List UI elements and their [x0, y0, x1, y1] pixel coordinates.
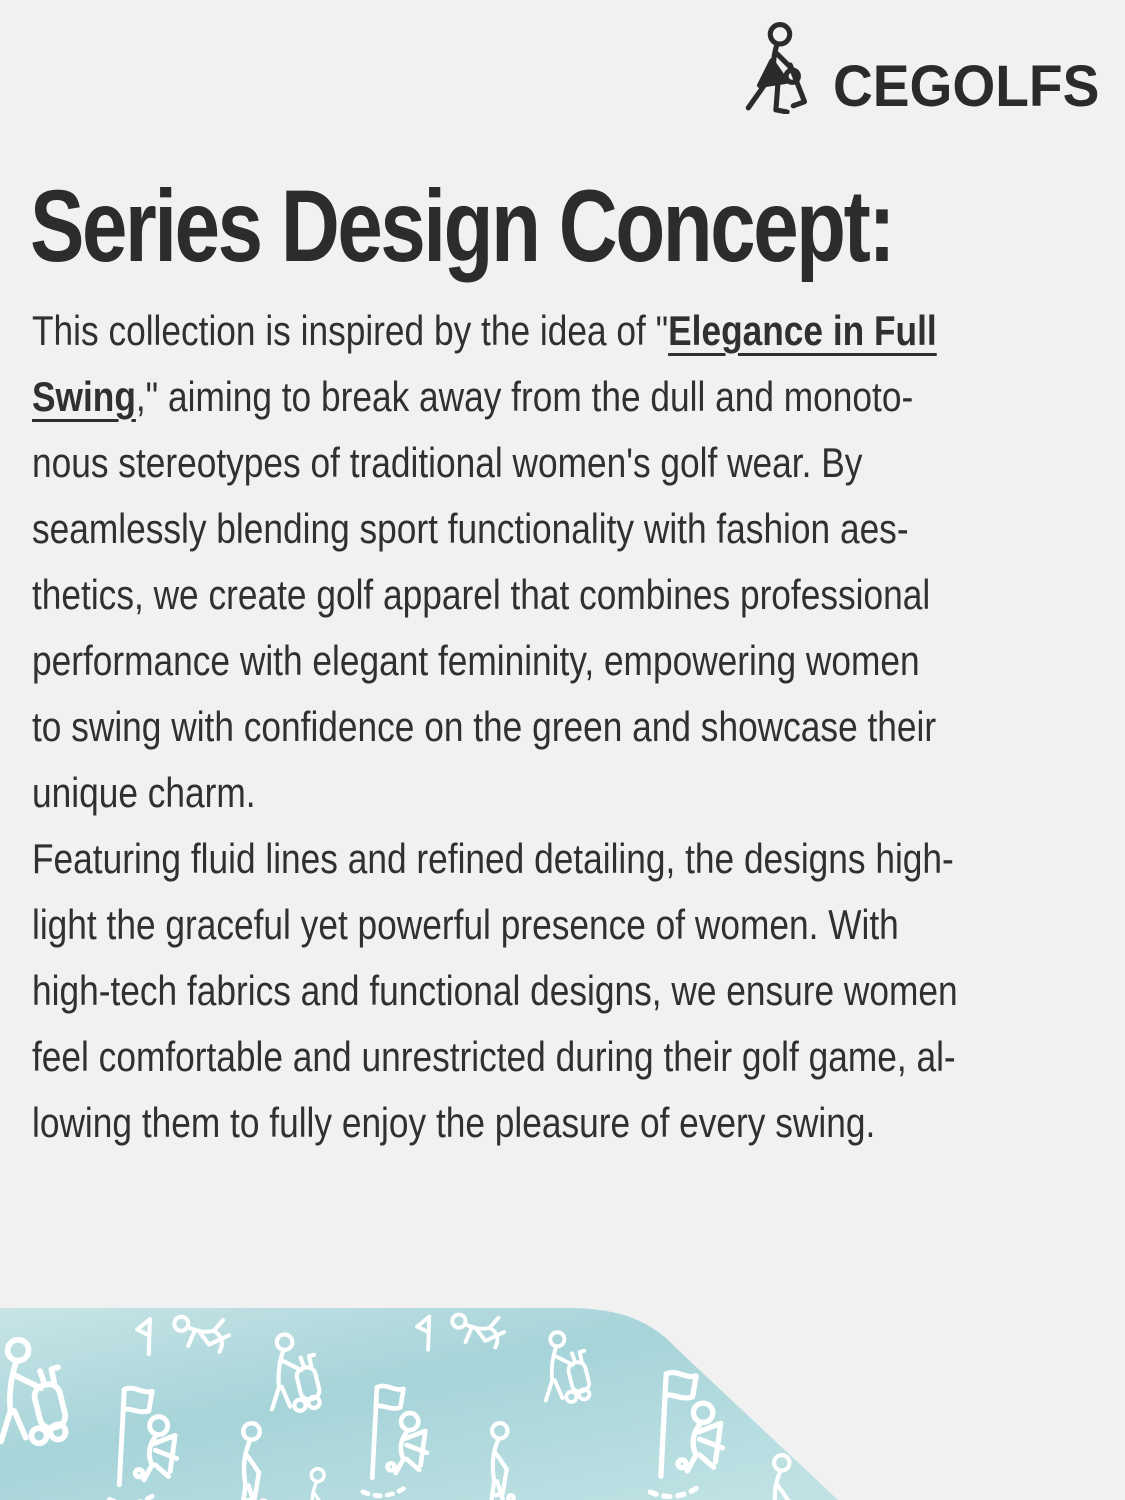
description-text — [32, 298, 958, 1156]
body-line-12 — [32, 1024, 958, 1090]
emphasis-text: Elegance in Full — [668, 307, 937, 354]
footer-decoration-band — [0, 1305, 1125, 1500]
body-line-3 — [32, 430, 958, 496]
body-line-8 — [32, 760, 958, 826]
body-line-4 — [32, 496, 958, 562]
body-line-2 — [32, 364, 958, 430]
brand-logo — [745, 22, 1099, 119]
body-text-segment: to swing with confidence on the green and showcase their — [32, 703, 937, 750]
body-text-segment: feel comfortable and unrestricted during their golf game, al- — [32, 1033, 956, 1080]
body-text-segment: high-tech fabrics and functional designs, we ensure women — [32, 967, 958, 1014]
body-text-segment: lowing them to fully enjoy the pleasure of every swing. — [32, 1099, 876, 1146]
page-title: Series Design Concept: — [30, 169, 894, 283]
body-line-7 — [32, 694, 958, 760]
body-text-segment: thetics, we create golf apparel that combines professional — [32, 571, 931, 618]
body-text-segment: nous stereotypes of traditional women's golf wear. By — [32, 439, 863, 486]
body-text-segment: light the graceful yet powerful presence of women. With — [32, 901, 899, 948]
body-line-13 — [32, 1090, 958, 1156]
body-text-segment: performance with elegant femininity, empowering women — [32, 637, 920, 684]
body-line-5 — [32, 562, 958, 628]
body-line-9 — [32, 826, 958, 892]
body-text-segment: ," aiming to break away from the dull and monoto- — [135, 373, 914, 420]
body-line-11 — [32, 958, 958, 1024]
body-line-1 — [32, 298, 958, 364]
brand-name: CEGOLFS — [832, 53, 1099, 119]
golfer-stick-figure-icon — [745, 22, 817, 114]
body-text-segment: unique charm. — [32, 769, 256, 816]
body-line-6 — [32, 628, 958, 694]
body-text-segment: Featuring fluid lines and refined detailing, the designs high- — [32, 835, 954, 882]
body-line-10 — [32, 892, 958, 958]
body-text-segment: This collection is inspired by the idea of " — [32, 307, 669, 354]
emphasis-text: Swing — [32, 373, 136, 420]
body-text-segment: seamlessly blending sport functionality with fashion aes- — [32, 505, 909, 552]
